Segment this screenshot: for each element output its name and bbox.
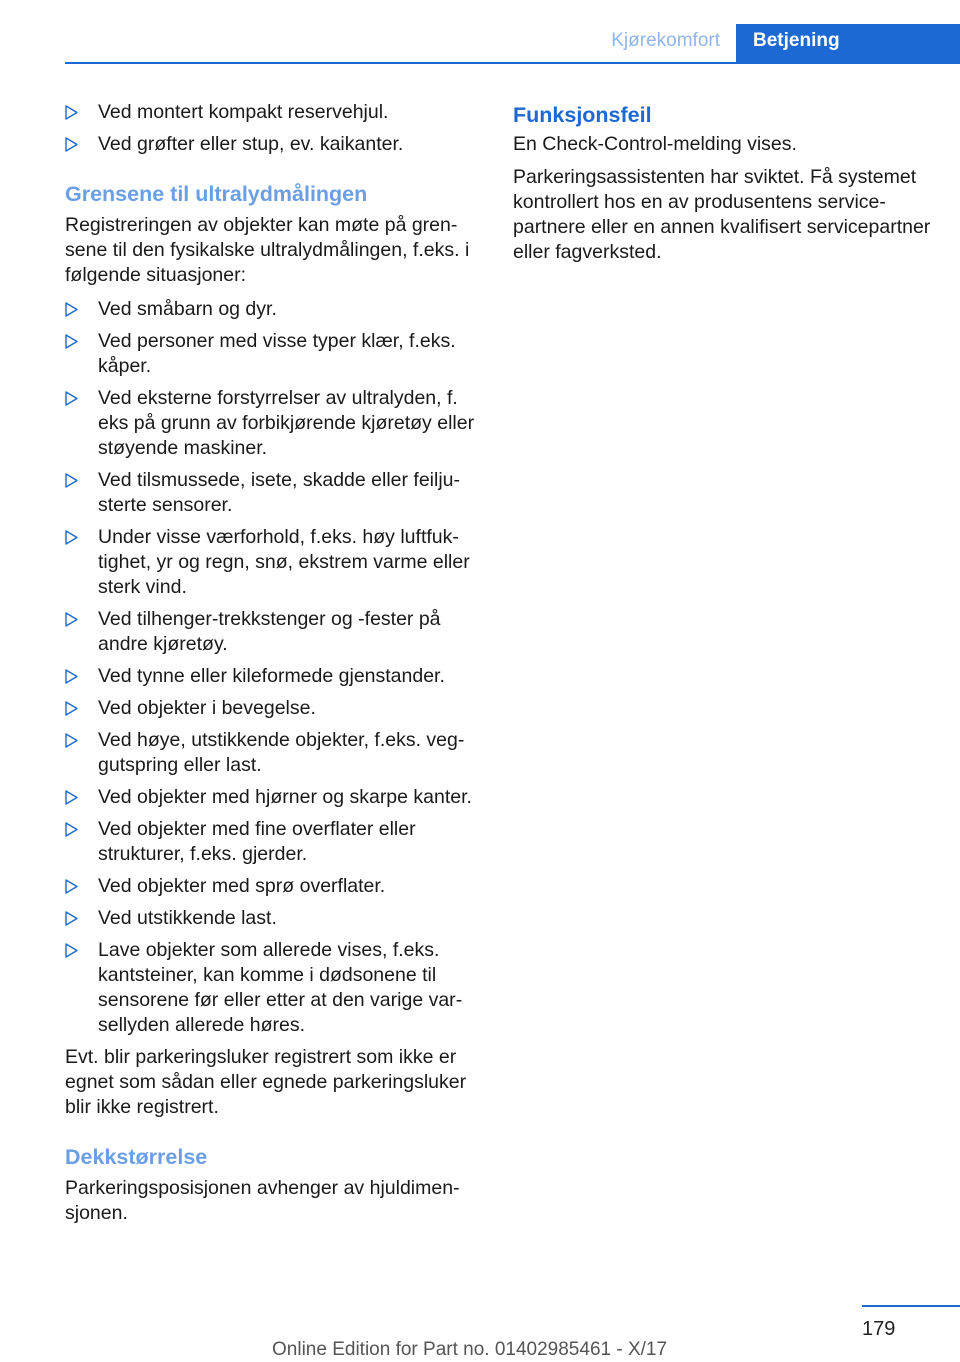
section-intro: Registreringen av objekter kan møte på grensene til den fysikalske ultralydmålingen, f.eks. i følgende situasjoner: xyxy=(65,214,470,286)
list-item xyxy=(65,906,483,931)
list-item-text: Lave objekter som allerede vises, f.eks. kantsteiner, kan komme i dødsonene til sensorene før eller etter at den varige varsellyden allerede høres. xyxy=(98,939,463,1036)
page-number: 179 xyxy=(862,1318,896,1340)
list-item-text: Ved utstikkende last. xyxy=(98,907,277,929)
list-item-text: Ved objekter med sprø overflater. xyxy=(98,875,386,897)
list-item xyxy=(65,664,483,689)
triangle-bullet-icon xyxy=(65,302,78,317)
list-item xyxy=(65,525,483,600)
list-item xyxy=(65,728,483,778)
list-item xyxy=(65,100,483,125)
list-item-text: Ved grøfter eller stup, ev. kaikanter. xyxy=(98,133,404,155)
list-item-text: Under visse værforhold, f.eks. høy luftfuktighet, yr og regn, snø, ekstrem varme eller sterk vind. xyxy=(98,526,470,598)
list-item-text: Ved småbarn og dyr. xyxy=(98,298,277,320)
section-title-ultrasound-limits: Grensene til ultralydmålingen xyxy=(65,182,368,206)
list-item-text: Ved montert kompakt reservehjul. xyxy=(98,101,389,123)
triangle-bullet-icon xyxy=(65,879,78,894)
list-item-text: Ved tilsmussede, isete, skadde eller feiljusterte sensorer. xyxy=(98,469,461,516)
triangle-bullet-icon xyxy=(65,334,78,349)
header-section-tab: Kjørekomfort xyxy=(611,30,720,51)
list-item xyxy=(65,297,483,322)
triangle-bullet-icon xyxy=(65,822,78,837)
section-title-malfunction: Funksjonsfeil xyxy=(513,103,652,127)
footer-rule xyxy=(862,1305,960,1307)
triangle-bullet-icon xyxy=(65,669,78,684)
page-header xyxy=(65,24,960,64)
list-item xyxy=(65,607,483,657)
list-item-text: Ved eksterne forstyrrelser av ultralyden, f. eks på grunn av forbikjørende kjøretøy eller støyende maskiner. xyxy=(98,387,475,459)
malfunction-message: En Check-Control-melding vises. xyxy=(513,133,797,155)
limits-bullet-list xyxy=(65,297,483,1038)
list-item xyxy=(65,132,483,157)
triangle-bullet-icon xyxy=(65,391,78,406)
triangle-bullet-icon xyxy=(65,530,78,545)
header-chapter-tab: Betjening xyxy=(736,24,960,62)
triangle-bullet-icon xyxy=(65,612,78,627)
top-bullet-list xyxy=(65,100,483,157)
list-item xyxy=(65,817,483,867)
section-outro: Evt. blir parkeringsluker registrert som ikke er egnet som sådan eller egnede parkeringsluker blir ikke registrert. xyxy=(65,1046,467,1118)
list-item xyxy=(65,468,483,518)
malfunction-body: Parkeringsassistenten har sviktet. Få systemet kontrollert hos en av produsentens servicepartnere eller en annen kvalifisert servicepartner eller fagverksted. xyxy=(513,166,931,263)
edition-footer: Online Edition for Part no. 01402985461 - X/17 xyxy=(272,1339,668,1360)
list-item xyxy=(65,696,483,721)
triangle-bullet-icon xyxy=(65,911,78,926)
triangle-bullet-icon xyxy=(65,943,78,958)
list-item-text: Ved objekter i bevegelse. xyxy=(98,697,316,719)
list-item-text: Ved tynne eller kileformede gjenstander. xyxy=(98,665,445,687)
triangle-bullet-icon xyxy=(65,137,78,152)
triangle-bullet-icon xyxy=(65,790,78,805)
list-item-text: Ved personer med visse typer klær, f.eks. kåper. xyxy=(98,330,456,377)
list-item xyxy=(65,874,483,899)
left-column xyxy=(65,100,483,1226)
list-item xyxy=(65,938,483,1038)
list-item-text: Ved tilhenger-trekkstenger og -fester på andre kjøretøy. xyxy=(98,608,441,655)
triangle-bullet-icon xyxy=(65,105,78,120)
triangle-bullet-icon xyxy=(65,733,78,748)
list-item-text: Ved objekter med hjørner og skarpe kanter. xyxy=(98,786,472,808)
triangle-bullet-icon xyxy=(65,701,78,716)
tyre-size-body: Parkeringsposisjonen avhenger av hjuldimensjonen. xyxy=(65,1177,460,1224)
right-column xyxy=(513,100,933,265)
triangle-bullet-icon xyxy=(65,473,78,488)
section-title-tyre-size: Dekkstørrelse xyxy=(65,1145,208,1169)
list-item xyxy=(65,329,483,379)
list-item xyxy=(65,386,483,461)
list-item xyxy=(65,785,483,810)
list-item-text: Ved objekter med fine overflater eller strukturer, f.eks. gjerder. xyxy=(98,818,416,865)
list-item-text: Ved høye, utstikkende objekter, f.eks. veggutspring eller last. xyxy=(98,729,465,776)
